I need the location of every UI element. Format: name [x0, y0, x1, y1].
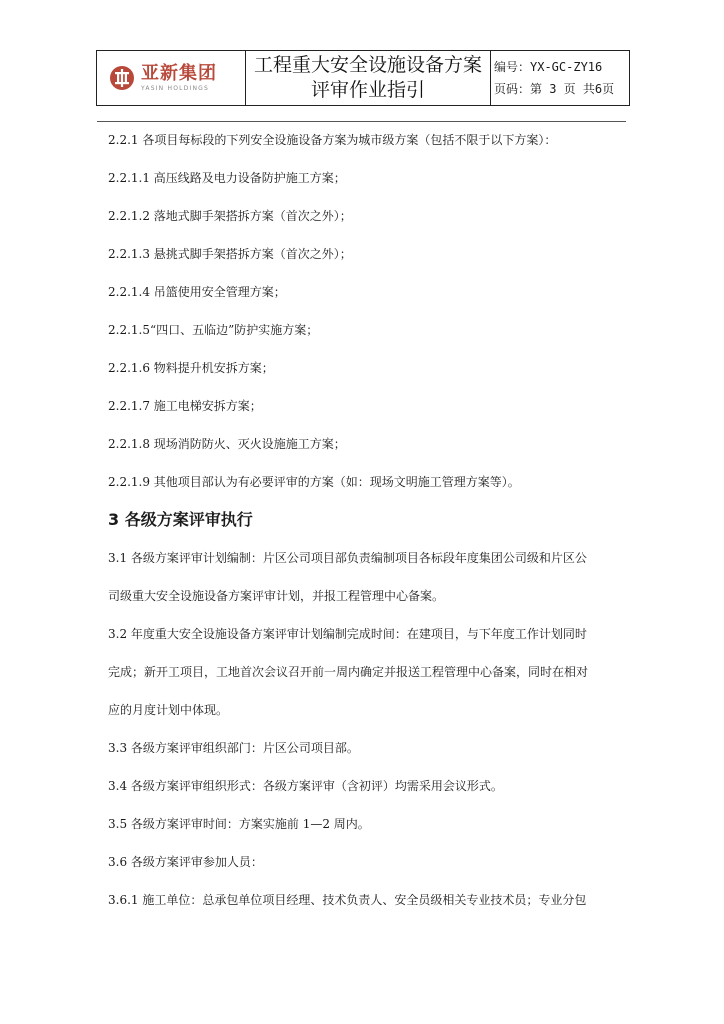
item-2-2-1-4: 2.2.1.4 吊篮使用安全管理方案；	[108, 285, 286, 299]
item-2-2-1-6: 2.2.1.6 物料提升机安拆方案；	[108, 361, 274, 375]
header-divider	[97, 121, 626, 122]
para-3-2-line1: 3.2 年度重大安全设施设备方案评审计划编制完成时间：在建项目，与下年度工作计划同时	[108, 627, 587, 641]
para-3-1-line2: 司级重大安全设施设备方案评审计划，并报工程管理中心备案。	[108, 589, 445, 603]
item-2-2-1-7: 2.2.1.7 施工电梯安拆方案；	[108, 399, 262, 413]
item-2-2-1-2: 2.2.1.2 落地式脚手架搭拆方案（首次之外）；	[108, 209, 352, 223]
para-3-2-line3: 应的月度计划中体现。	[108, 703, 229, 717]
item-2-2-1-1: 2.2.1.1 高压线路及电力设备防护施工方案；	[108, 171, 346, 185]
document-code: 编号：YX-GC-ZY16	[494, 60, 603, 74]
item-2-2-1-5: 2.2.1.5“四口、五临边”防护实施方案；	[108, 323, 319, 337]
page-info: 页码：第 3 页 共6页	[494, 82, 615, 96]
company-name-cn: 亚新集团	[141, 62, 217, 84]
document-header	[96, 50, 630, 106]
document-title-line1: 工程重大安全设施设备方案	[253, 54, 482, 76]
company-name-en: YASIN HOLDINGS	[141, 84, 209, 92]
section-3-heading: 3 各级方案评审执行	[108, 510, 253, 529]
company-emblem-icon	[109, 65, 135, 91]
para-3-3: 3.3 各级方案评审组织部门：片区公司项目部。	[108, 741, 359, 755]
title-cell	[246, 51, 491, 106]
item-2-2-1-3: 2.2.1.3 悬挑式脚手架搭拆方案（首次之外）；	[108, 247, 352, 261]
meta-cell	[491, 51, 630, 106]
para-3-2-line2: 完成；新开工项目，工地首次会议召开前一周内确定并报送工程管理中心备案，同时在相对	[108, 665, 589, 679]
document-body	[108, 131, 628, 909]
logo-cell	[97, 51, 246, 106]
item-2-2-1-9: 2.2.1.9 其他项目部认为有必要评审的方案（如：现场文明施工管理方案等）。	[108, 475, 520, 489]
company-logo	[97, 62, 245, 92]
para-3-1-line1: 3.1 各级方案评审计划编制：片区公司项目部负责编制项目各标段年度集团公司级和片区公	[108, 551, 587, 565]
para-3-5: 3.5 各级方案评审时间：方案实施前 1—2 周内。	[108, 817, 370, 831]
item-2-2-1-8: 2.2.1.8 现场消防防火、灭火设施施工方案；	[108, 437, 346, 451]
para-3-4: 3.4 各级方案评审组织形式：各级方案评审（含初评）均需采用会议形式。	[108, 779, 503, 793]
document-title-line2: 评审作业指引	[310, 79, 425, 101]
item-2-2-1: 2.2.1 各项目每标段的下列安全设施设备方案为城市级方案（包括不限于以下方案）：	[108, 133, 557, 147]
para-3-6: 3.6 各级方案评审参加人员：	[108, 855, 263, 869]
para-3-6-1: 3.6.1 施工单位：总承包单位项目经理、技术负责人、安全员级相关专业技术员；专业分包	[108, 893, 587, 907]
